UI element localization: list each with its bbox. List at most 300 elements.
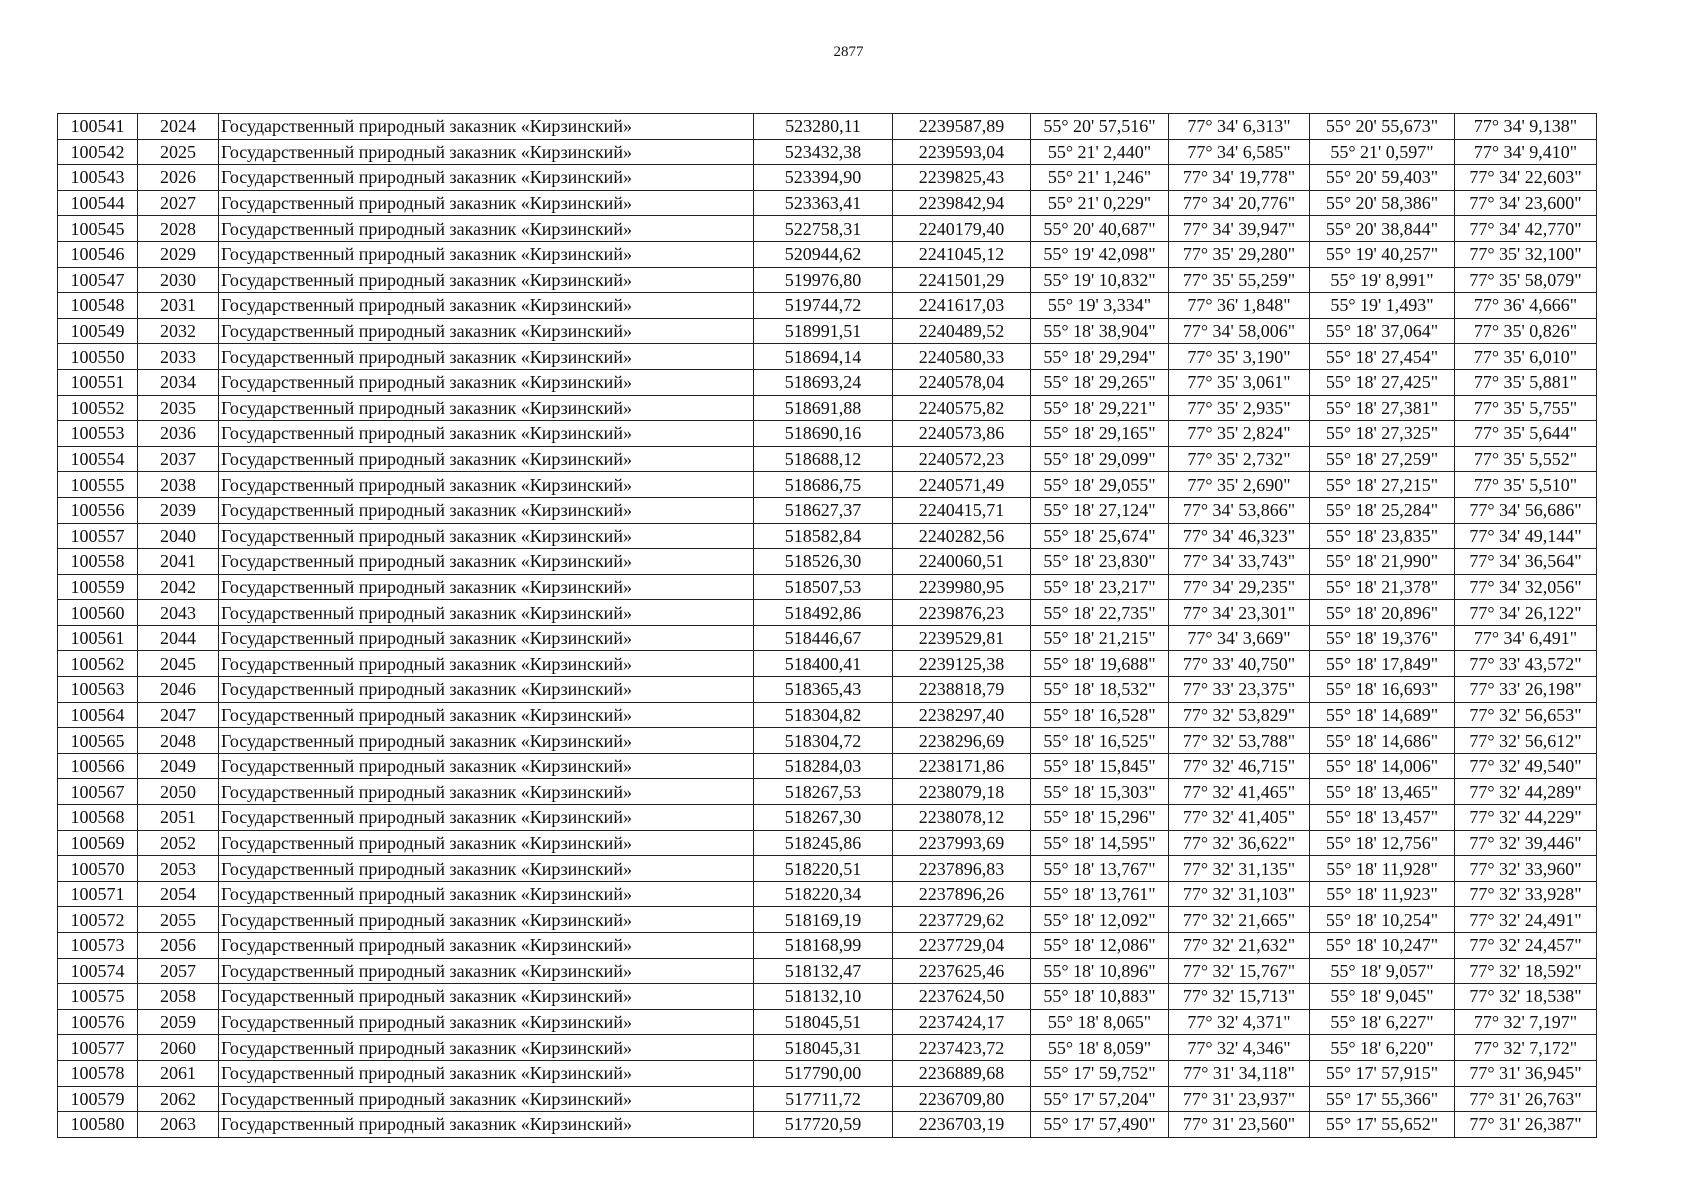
cell-point-number: 2035 bbox=[138, 395, 219, 421]
cell-latitude-2: 55° 18' 21,990" bbox=[1310, 549, 1455, 575]
cell-record-id: 100568 bbox=[58, 805, 138, 831]
cell-latitude-1: 55° 18' 29,221" bbox=[1031, 395, 1169, 421]
cell-longitude-1: 77° 35' 3,061" bbox=[1169, 369, 1310, 395]
cell-territory-name: Государственный природный заказник «Кирзинский» bbox=[219, 216, 754, 242]
cell-point-number: 2037 bbox=[138, 446, 219, 472]
cell-point-number: 2029 bbox=[138, 241, 219, 267]
cell-point-number: 2060 bbox=[138, 1035, 219, 1061]
cell-coord-y: 2236703,19 bbox=[893, 1112, 1031, 1138]
cell-longitude-2: 77° 31' 36,945" bbox=[1455, 1060, 1597, 1086]
cell-latitude-2: 55° 18' 9,045" bbox=[1310, 984, 1455, 1010]
table-row bbox=[58, 728, 1597, 754]
cell-territory-name: Государственный природный заказник «Кирзинский» bbox=[219, 702, 754, 728]
cell-territory-name: Государственный природный заказник «Кирзинский» bbox=[219, 753, 754, 779]
cell-point-number: 2057 bbox=[138, 958, 219, 984]
cell-coord-x: 518168,99 bbox=[754, 933, 893, 959]
table-row bbox=[58, 344, 1597, 370]
cell-longitude-2: 77° 35' 5,552" bbox=[1455, 446, 1597, 472]
table-row bbox=[58, 216, 1597, 242]
cell-coord-y: 2236709,80 bbox=[893, 1086, 1031, 1112]
cell-longitude-2: 77° 35' 0,826" bbox=[1455, 318, 1597, 344]
cell-coord-x: 517720,59 bbox=[754, 1112, 893, 1138]
cell-latitude-1: 55° 18' 14,595" bbox=[1031, 830, 1169, 856]
table-row bbox=[58, 190, 1597, 216]
cell-record-id: 100551 bbox=[58, 369, 138, 395]
table-row bbox=[58, 523, 1597, 549]
cell-territory-name: Государственный природный заказник «Кирзинский» bbox=[219, 369, 754, 395]
cell-latitude-2: 55° 18' 10,254" bbox=[1310, 907, 1455, 933]
cell-latitude-2: 55° 19' 8,991" bbox=[1310, 267, 1455, 293]
cell-longitude-1: 77° 35' 2,935" bbox=[1169, 395, 1310, 421]
cell-point-number: 2052 bbox=[138, 830, 219, 856]
cell-latitude-2: 55° 18' 27,325" bbox=[1310, 421, 1455, 447]
cell-latitude-2: 55° 19' 40,257" bbox=[1310, 241, 1455, 267]
cell-coord-y: 2237896,26 bbox=[893, 881, 1031, 907]
cell-longitude-1: 77° 34' 46,323" bbox=[1169, 523, 1310, 549]
cell-coord-x: 518220,34 bbox=[754, 881, 893, 907]
table-row bbox=[58, 1086, 1597, 1112]
cell-longitude-2: 77° 34' 56,686" bbox=[1455, 497, 1597, 523]
cell-record-id: 100562 bbox=[58, 651, 138, 677]
cell-longitude-2: 77° 34' 6,491" bbox=[1455, 625, 1597, 651]
cell-coord-y: 2237993,69 bbox=[893, 830, 1031, 856]
cell-latitude-2: 55° 18' 27,425" bbox=[1310, 369, 1455, 395]
cell-latitude-2: 55° 18' 13,465" bbox=[1310, 779, 1455, 805]
cell-latitude-2: 55° 17' 57,915" bbox=[1310, 1060, 1455, 1086]
cell-longitude-1: 77° 34' 29,235" bbox=[1169, 574, 1310, 600]
cell-longitude-1: 77° 33' 40,750" bbox=[1169, 651, 1310, 677]
cell-coord-x: 517790,00 bbox=[754, 1060, 893, 1086]
cell-coord-y: 2239593,04 bbox=[893, 139, 1031, 165]
cell-latitude-1: 55° 18' 22,735" bbox=[1031, 600, 1169, 626]
cell-coord-x: 518991,51 bbox=[754, 318, 893, 344]
cell-coord-y: 2239842,94 bbox=[893, 190, 1031, 216]
cell-coord-y: 2241045,12 bbox=[893, 241, 1031, 267]
cell-record-id: 100552 bbox=[58, 395, 138, 421]
cell-longitude-2: 77° 34' 32,056" bbox=[1455, 574, 1597, 600]
cell-record-id: 100542 bbox=[58, 139, 138, 165]
cell-coord-y: 2237896,83 bbox=[893, 856, 1031, 882]
cell-record-id: 100557 bbox=[58, 523, 138, 549]
cell-coord-y: 2237729,04 bbox=[893, 933, 1031, 959]
table-row bbox=[58, 856, 1597, 882]
cell-coord-x: 518045,31 bbox=[754, 1035, 893, 1061]
cell-coord-y: 2239125,38 bbox=[893, 651, 1031, 677]
cell-coord-x: 519976,80 bbox=[754, 267, 893, 293]
cell-point-number: 2043 bbox=[138, 600, 219, 626]
cell-longitude-1: 77° 35' 29,280" bbox=[1169, 241, 1310, 267]
cell-coord-y: 2240179,40 bbox=[893, 216, 1031, 242]
cell-longitude-2: 77° 32' 33,928" bbox=[1455, 881, 1597, 907]
cell-longitude-2: 77° 35' 58,079" bbox=[1455, 267, 1597, 293]
cell-latitude-1: 55° 19' 3,334" bbox=[1031, 293, 1169, 319]
cell-coord-x: 518446,67 bbox=[754, 625, 893, 651]
cell-coord-x: 523363,41 bbox=[754, 190, 893, 216]
cell-longitude-2: 77° 34' 49,144" bbox=[1455, 523, 1597, 549]
cell-coord-x: 518365,43 bbox=[754, 677, 893, 703]
table-row bbox=[58, 600, 1597, 626]
cell-latitude-1: 55° 18' 18,532" bbox=[1031, 677, 1169, 703]
cell-latitude-1: 55° 18' 8,059" bbox=[1031, 1035, 1169, 1061]
cell-latitude-2: 55° 18' 27,381" bbox=[1310, 395, 1455, 421]
table-row bbox=[58, 907, 1597, 933]
cell-coord-y: 2240572,23 bbox=[893, 446, 1031, 472]
cell-longitude-1: 77° 34' 6,313" bbox=[1169, 114, 1310, 140]
cell-longitude-2: 77° 32' 33,960" bbox=[1455, 856, 1597, 882]
cell-territory-name: Государственный природный заказник «Кирзинский» bbox=[219, 1035, 754, 1061]
cell-coord-x: 519744,72 bbox=[754, 293, 893, 319]
cell-coord-x: 517711,72 bbox=[754, 1086, 893, 1112]
cell-coord-x: 523280,11 bbox=[754, 114, 893, 140]
cell-record-id: 100547 bbox=[58, 267, 138, 293]
cell-territory-name: Государственный природный заказник «Кирзинский» bbox=[219, 958, 754, 984]
cell-longitude-2: 77° 34' 22,603" bbox=[1455, 165, 1597, 191]
cell-latitude-1: 55° 18' 29,099" bbox=[1031, 446, 1169, 472]
table-row bbox=[58, 421, 1597, 447]
cell-coord-x: 518507,53 bbox=[754, 574, 893, 600]
cell-longitude-1: 77° 36' 1,848" bbox=[1169, 293, 1310, 319]
cell-longitude-1: 77° 34' 33,743" bbox=[1169, 549, 1310, 575]
cell-longitude-1: 77° 32' 21,632" bbox=[1169, 933, 1310, 959]
cell-point-number: 2044 bbox=[138, 625, 219, 651]
cell-longitude-1: 77° 34' 53,866" bbox=[1169, 497, 1310, 523]
cell-point-number: 2034 bbox=[138, 369, 219, 395]
cell-coord-y: 2240575,82 bbox=[893, 395, 1031, 421]
cell-territory-name: Государственный природный заказник «Кирзинский» bbox=[219, 728, 754, 754]
cell-longitude-1: 77° 35' 55,259" bbox=[1169, 267, 1310, 293]
table-row bbox=[58, 318, 1597, 344]
cell-latitude-1: 55° 18' 13,761" bbox=[1031, 881, 1169, 907]
table-row bbox=[58, 1009, 1597, 1035]
cell-point-number: 2053 bbox=[138, 856, 219, 882]
cell-coord-x: 518526,30 bbox=[754, 549, 893, 575]
cell-coord-y: 2240282,56 bbox=[893, 523, 1031, 549]
cell-coord-y: 2240580,33 bbox=[893, 344, 1031, 370]
cell-latitude-1: 55° 18' 27,124" bbox=[1031, 497, 1169, 523]
cell-territory-name: Государственный природный заказник «Кирзинский» bbox=[219, 830, 754, 856]
cell-longitude-2: 77° 34' 26,122" bbox=[1455, 600, 1597, 626]
cell-coord-y: 2237624,50 bbox=[893, 984, 1031, 1010]
cell-latitude-1: 55° 17' 57,204" bbox=[1031, 1086, 1169, 1112]
table-row bbox=[58, 933, 1597, 959]
cell-point-number: 2048 bbox=[138, 728, 219, 754]
cell-coord-x: 518169,19 bbox=[754, 907, 893, 933]
cell-latitude-2: 55° 18' 6,227" bbox=[1310, 1009, 1455, 1035]
cell-latitude-1: 55° 18' 21,215" bbox=[1031, 625, 1169, 651]
table-row bbox=[58, 625, 1597, 651]
cell-longitude-2: 77° 35' 32,100" bbox=[1455, 241, 1597, 267]
cell-record-id: 100565 bbox=[58, 728, 138, 754]
cell-point-number: 2041 bbox=[138, 549, 219, 575]
cell-territory-name: Государственный природный заказник «Кирзинский» bbox=[219, 984, 754, 1010]
cell-latitude-2: 55° 20' 58,386" bbox=[1310, 190, 1455, 216]
cell-territory-name: Государственный природный заказник «Кирзинский» bbox=[219, 293, 754, 319]
cell-territory-name: Государственный природный заказник «Кирзинский» bbox=[219, 574, 754, 600]
cell-point-number: 2038 bbox=[138, 472, 219, 498]
cell-latitude-1: 55° 18' 15,303" bbox=[1031, 779, 1169, 805]
cell-coord-y: 2241617,03 bbox=[893, 293, 1031, 319]
cell-latitude-1: 55° 21' 0,229" bbox=[1031, 190, 1169, 216]
cell-record-id: 100570 bbox=[58, 856, 138, 882]
cell-record-id: 100544 bbox=[58, 190, 138, 216]
cell-territory-name: Государственный природный заказник «Кирзинский» bbox=[219, 241, 754, 267]
table-row bbox=[58, 1035, 1597, 1061]
cell-latitude-1: 55° 18' 15,845" bbox=[1031, 753, 1169, 779]
cell-territory-name: Государственный природный заказник «Кирзинский» bbox=[219, 497, 754, 523]
cell-point-number: 2042 bbox=[138, 574, 219, 600]
cell-coord-x: 518245,86 bbox=[754, 830, 893, 856]
cell-coord-y: 2238296,69 bbox=[893, 728, 1031, 754]
cell-latitude-1: 55° 18' 13,767" bbox=[1031, 856, 1169, 882]
table-row bbox=[58, 753, 1597, 779]
cell-coord-y: 2237729,62 bbox=[893, 907, 1031, 933]
cell-longitude-1: 77° 32' 15,713" bbox=[1169, 984, 1310, 1010]
cell-longitude-1: 77° 32' 15,767" bbox=[1169, 958, 1310, 984]
cell-territory-name: Государственный природный заказник «Кирзинский» bbox=[219, 625, 754, 651]
cell-longitude-2: 77° 32' 44,229" bbox=[1455, 805, 1597, 831]
cell-record-id: 100576 bbox=[58, 1009, 138, 1035]
cell-longitude-2: 77° 32' 18,592" bbox=[1455, 958, 1597, 984]
cell-coord-x: 518304,82 bbox=[754, 702, 893, 728]
cell-territory-name: Государственный природный заказник «Кирзинский» bbox=[219, 446, 754, 472]
cell-point-number: 2050 bbox=[138, 779, 219, 805]
cell-longitude-2: 77° 32' 44,289" bbox=[1455, 779, 1597, 805]
table-row bbox=[58, 369, 1597, 395]
cell-point-number: 2056 bbox=[138, 933, 219, 959]
cell-longitude-2: 77° 32' 7,172" bbox=[1455, 1035, 1597, 1061]
cell-latitude-1: 55° 17' 59,752" bbox=[1031, 1060, 1169, 1086]
table-row bbox=[58, 651, 1597, 677]
cell-longitude-2: 77° 34' 42,770" bbox=[1455, 216, 1597, 242]
cell-point-number: 2026 bbox=[138, 165, 219, 191]
cell-latitude-2: 55° 17' 55,652" bbox=[1310, 1112, 1455, 1138]
cell-longitude-1: 77° 32' 41,405" bbox=[1169, 805, 1310, 831]
table-row bbox=[58, 446, 1597, 472]
cell-point-number: 2028 bbox=[138, 216, 219, 242]
coordinates-table bbox=[57, 113, 1597, 1138]
cell-territory-name: Государственный природный заказник «Кирзинский» bbox=[219, 114, 754, 140]
cell-longitude-2: 77° 35' 6,010" bbox=[1455, 344, 1597, 370]
cell-latitude-2: 55° 18' 25,284" bbox=[1310, 497, 1455, 523]
cell-territory-name: Государственный природный заказник «Кирзинский» bbox=[219, 421, 754, 447]
cell-point-number: 2058 bbox=[138, 984, 219, 1010]
cell-record-id: 100579 bbox=[58, 1086, 138, 1112]
cell-territory-name: Государственный природный заказник «Кирзинский» bbox=[219, 933, 754, 959]
cell-point-number: 2059 bbox=[138, 1009, 219, 1035]
cell-point-number: 2025 bbox=[138, 139, 219, 165]
cell-record-id: 100548 bbox=[58, 293, 138, 319]
cell-longitude-2: 77° 32' 18,538" bbox=[1455, 984, 1597, 1010]
cell-coord-y: 2236889,68 bbox=[893, 1060, 1031, 1086]
cell-latitude-2: 55° 18' 6,220" bbox=[1310, 1035, 1455, 1061]
cell-longitude-1: 77° 35' 2,732" bbox=[1169, 446, 1310, 472]
cell-record-id: 100578 bbox=[58, 1060, 138, 1086]
cell-coord-x: 518045,51 bbox=[754, 1009, 893, 1035]
cell-longitude-1: 77° 34' 39,947" bbox=[1169, 216, 1310, 242]
cell-longitude-2: 77° 36' 4,666" bbox=[1455, 293, 1597, 319]
cell-territory-name: Государственный природный заказник «Кирзинский» bbox=[219, 318, 754, 344]
table-row bbox=[58, 395, 1597, 421]
cell-longitude-1: 77° 32' 41,465" bbox=[1169, 779, 1310, 805]
cell-territory-name: Государственный природный заказник «Кирзинский» bbox=[219, 523, 754, 549]
cell-latitude-2: 55° 18' 27,259" bbox=[1310, 446, 1455, 472]
cell-latitude-1: 55° 18' 12,092" bbox=[1031, 907, 1169, 933]
cell-longitude-2: 77° 32' 49,540" bbox=[1455, 753, 1597, 779]
table-row bbox=[58, 984, 1597, 1010]
cell-coord-y: 2238297,40 bbox=[893, 702, 1031, 728]
cell-point-number: 2040 bbox=[138, 523, 219, 549]
cell-latitude-1: 55° 18' 29,165" bbox=[1031, 421, 1169, 447]
cell-record-id: 100546 bbox=[58, 241, 138, 267]
cell-territory-name: Государственный природный заказник «Кирзинский» bbox=[219, 1086, 754, 1112]
cell-latitude-1: 55° 19' 42,098" bbox=[1031, 241, 1169, 267]
cell-latitude-2: 55° 18' 27,454" bbox=[1310, 344, 1455, 370]
table-row bbox=[58, 779, 1597, 805]
table-row bbox=[58, 472, 1597, 498]
cell-record-id: 100563 bbox=[58, 677, 138, 703]
cell-territory-name: Государственный природный заказник «Кирзинский» bbox=[219, 1112, 754, 1138]
cell-coord-y: 2240571,49 bbox=[893, 472, 1031, 498]
cell-coord-x: 518688,12 bbox=[754, 446, 893, 472]
cell-coord-y: 2239980,95 bbox=[893, 574, 1031, 600]
cell-longitude-2: 77° 31' 26,387" bbox=[1455, 1112, 1597, 1138]
cell-coord-x: 518686,75 bbox=[754, 472, 893, 498]
cell-coord-y: 2238078,12 bbox=[893, 805, 1031, 831]
cell-longitude-1: 77° 32' 53,829" bbox=[1169, 702, 1310, 728]
cell-territory-name: Государственный природный заказник «Кирзинский» bbox=[219, 677, 754, 703]
cell-territory-name: Государственный природный заказник «Кирзинский» bbox=[219, 472, 754, 498]
cell-latitude-2: 55° 18' 11,923" bbox=[1310, 881, 1455, 907]
cell-coord-x: 518694,14 bbox=[754, 344, 893, 370]
table-row bbox=[58, 677, 1597, 703]
page-number: 2877 bbox=[833, 44, 864, 60]
cell-longitude-2: 77° 35' 5,644" bbox=[1455, 421, 1597, 447]
cell-latitude-1: 55° 18' 16,525" bbox=[1031, 728, 1169, 754]
cell-longitude-1: 77° 34' 20,776" bbox=[1169, 190, 1310, 216]
cell-territory-name: Государственный природный заказник «Кирзинский» bbox=[219, 549, 754, 575]
cell-latitude-1: 55° 20' 40,687" bbox=[1031, 216, 1169, 242]
cell-point-number: 2049 bbox=[138, 753, 219, 779]
cell-point-number: 2030 bbox=[138, 267, 219, 293]
cell-longitude-2: 77° 31' 26,763" bbox=[1455, 1086, 1597, 1112]
cell-territory-name: Государственный природный заказник «Кирзинский» bbox=[219, 344, 754, 370]
cell-latitude-2: 55° 18' 19,376" bbox=[1310, 625, 1455, 651]
cell-territory-name: Государственный природный заказник «Кирзинский» bbox=[219, 1060, 754, 1086]
cell-territory-name: Государственный природный заказник «Кирзинский» bbox=[219, 881, 754, 907]
table-row bbox=[58, 574, 1597, 600]
cell-coord-y: 2241501,29 bbox=[893, 267, 1031, 293]
cell-record-id: 100556 bbox=[58, 497, 138, 523]
cell-latitude-2: 55° 19' 1,493" bbox=[1310, 293, 1455, 319]
cell-territory-name: Государственный природный заказник «Кирзинский» bbox=[219, 165, 754, 191]
cell-longitude-2: 77° 35' 5,755" bbox=[1455, 395, 1597, 421]
cell-latitude-1: 55° 19' 10,832" bbox=[1031, 267, 1169, 293]
cell-coord-x: 522758,31 bbox=[754, 216, 893, 242]
cell-territory-name: Государственный природный заказник «Кирзинский» bbox=[219, 779, 754, 805]
cell-latitude-1: 55° 18' 25,674" bbox=[1031, 523, 1169, 549]
cell-coord-y: 2237423,72 bbox=[893, 1035, 1031, 1061]
cell-coord-x: 518267,53 bbox=[754, 779, 893, 805]
cell-point-number: 2055 bbox=[138, 907, 219, 933]
cell-latitude-2: 55° 18' 12,756" bbox=[1310, 830, 1455, 856]
cell-coord-x: 518582,84 bbox=[754, 523, 893, 549]
cell-point-number: 2039 bbox=[138, 497, 219, 523]
cell-point-number: 2024 bbox=[138, 114, 219, 140]
cell-latitude-2: 55° 18' 10,247" bbox=[1310, 933, 1455, 959]
cell-latitude-2: 55° 18' 11,928" bbox=[1310, 856, 1455, 882]
cell-latitude-1: 55° 18' 29,294" bbox=[1031, 344, 1169, 370]
cell-record-id: 100572 bbox=[58, 907, 138, 933]
cell-record-id: 100573 bbox=[58, 933, 138, 959]
cell-latitude-1: 55° 18' 8,065" bbox=[1031, 1009, 1169, 1035]
table-row bbox=[58, 114, 1597, 140]
cell-latitude-2: 55° 18' 17,849" bbox=[1310, 651, 1455, 677]
cell-coord-x: 518132,47 bbox=[754, 958, 893, 984]
table-row bbox=[58, 267, 1597, 293]
cell-point-number: 2045 bbox=[138, 651, 219, 677]
cell-point-number: 2051 bbox=[138, 805, 219, 831]
cell-coord-y: 2239825,43 bbox=[893, 165, 1031, 191]
table-body bbox=[58, 114, 1597, 1138]
cell-latitude-1: 55° 18' 23,830" bbox=[1031, 549, 1169, 575]
cell-point-number: 2062 bbox=[138, 1086, 219, 1112]
cell-record-id: 100559 bbox=[58, 574, 138, 600]
cell-record-id: 100574 bbox=[58, 958, 138, 984]
cell-longitude-1: 77° 34' 58,006" bbox=[1169, 318, 1310, 344]
cell-territory-name: Государственный природный заказник «Кирзинский» bbox=[219, 139, 754, 165]
table-row bbox=[58, 549, 1597, 575]
cell-latitude-2: 55° 18' 20,896" bbox=[1310, 600, 1455, 626]
cell-territory-name: Государственный природный заказник «Кирзинский» bbox=[219, 651, 754, 677]
cell-longitude-1: 77° 34' 19,778" bbox=[1169, 165, 1310, 191]
cell-coord-x: 518690,16 bbox=[754, 421, 893, 447]
cell-record-id: 100545 bbox=[58, 216, 138, 242]
cell-coord-y: 2238079,18 bbox=[893, 779, 1031, 805]
cell-latitude-1: 55° 18' 10,896" bbox=[1031, 958, 1169, 984]
cell-latitude-1: 55° 18' 10,883" bbox=[1031, 984, 1169, 1010]
cell-longitude-1: 77° 31' 34,118" bbox=[1169, 1060, 1310, 1086]
cell-point-number: 2033 bbox=[138, 344, 219, 370]
cell-territory-name: Государственный природный заказник «Кирзинский» bbox=[219, 805, 754, 831]
cell-longitude-1: 77° 35' 3,190" bbox=[1169, 344, 1310, 370]
cell-longitude-1: 77° 32' 36,622" bbox=[1169, 830, 1310, 856]
cell-latitude-2: 55° 17' 55,366" bbox=[1310, 1086, 1455, 1112]
cell-longitude-1: 77° 32' 21,665" bbox=[1169, 907, 1310, 933]
cell-longitude-2: 77° 34' 36,564" bbox=[1455, 549, 1597, 575]
cell-record-id: 100580 bbox=[58, 1112, 138, 1138]
cell-longitude-2: 77° 35' 5,881" bbox=[1455, 369, 1597, 395]
cell-longitude-2: 77° 35' 5,510" bbox=[1455, 472, 1597, 498]
cell-longitude-1: 77° 32' 31,103" bbox=[1169, 881, 1310, 907]
cell-longitude-1: 77° 32' 4,346" bbox=[1169, 1035, 1310, 1061]
cell-coord-y: 2240573,86 bbox=[893, 421, 1031, 447]
table-row bbox=[58, 497, 1597, 523]
cell-longitude-1: 77° 32' 46,715" bbox=[1169, 753, 1310, 779]
cell-latitude-2: 55° 18' 37,064" bbox=[1310, 318, 1455, 344]
table-row bbox=[58, 139, 1597, 165]
cell-coord-x: 518693,24 bbox=[754, 369, 893, 395]
cell-latitude-1: 55° 21' 2,440" bbox=[1031, 139, 1169, 165]
cell-record-id: 100577 bbox=[58, 1035, 138, 1061]
cell-latitude-2: 55° 20' 38,844" bbox=[1310, 216, 1455, 242]
cell-longitude-1: 77° 35' 2,690" bbox=[1169, 472, 1310, 498]
cell-record-id: 100553 bbox=[58, 421, 138, 447]
cell-coord-y: 2239876,23 bbox=[893, 600, 1031, 626]
cell-record-id: 100549 bbox=[58, 318, 138, 344]
cell-coord-y: 2238171,86 bbox=[893, 753, 1031, 779]
cell-longitude-1: 77° 31' 23,560" bbox=[1169, 1112, 1310, 1138]
cell-record-id: 100543 bbox=[58, 165, 138, 191]
